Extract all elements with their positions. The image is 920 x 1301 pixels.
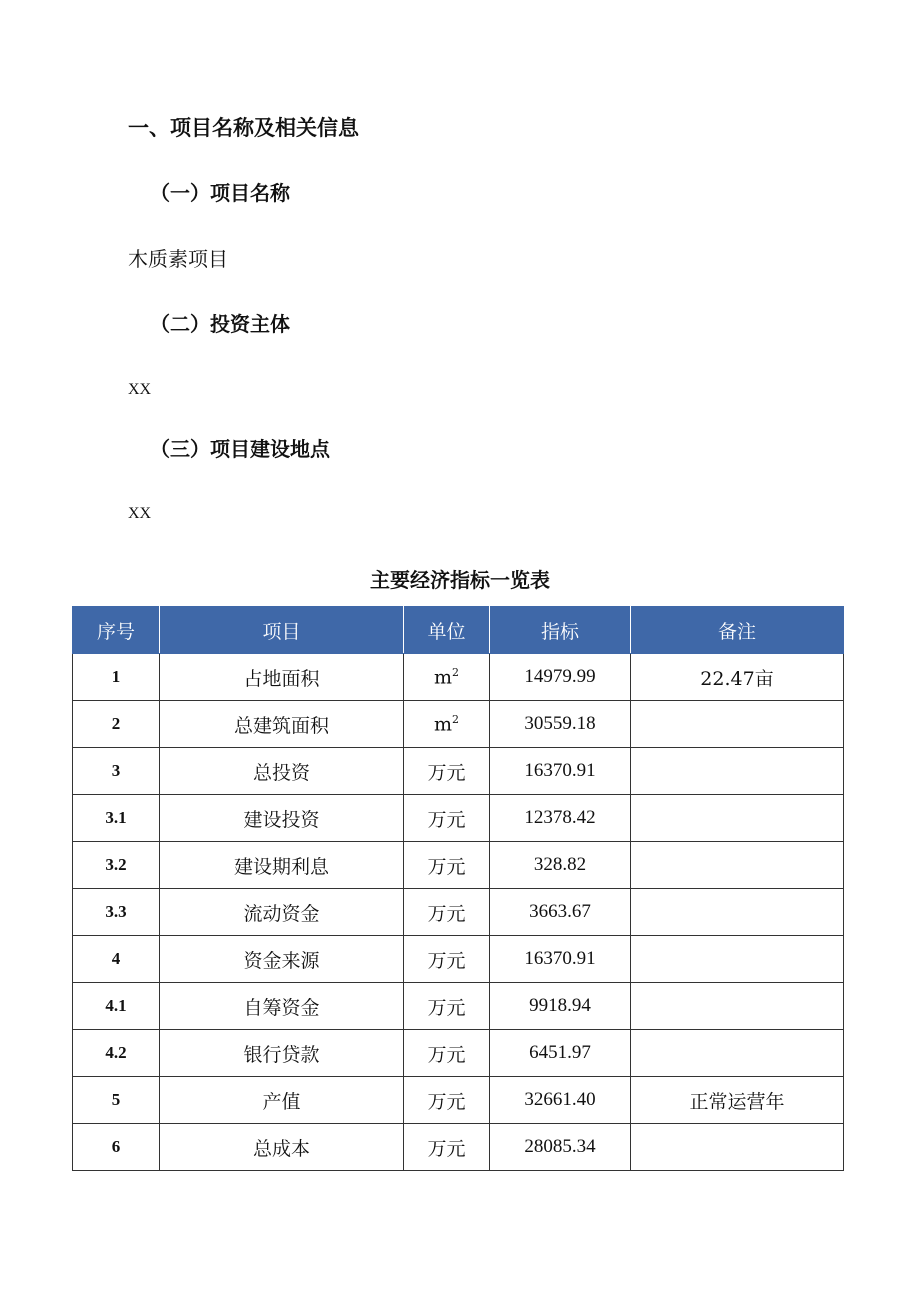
cell-note — [631, 1124, 844, 1171]
cell-seq: 3 — [73, 748, 160, 795]
unit-text: 万元 — [427, 1137, 466, 1160]
cell-item: 总建筑面积 — [160, 701, 404, 748]
unit-text: 万元 — [427, 808, 466, 831]
cell-unit — [404, 889, 490, 936]
cell-unit — [404, 1124, 490, 1171]
section-heading: 一、项目名称及相关信息 — [128, 116, 359, 140]
cell-unit — [404, 936, 490, 983]
investor-value: XX — [128, 381, 152, 398]
cell-value: 16370.91 — [490, 936, 631, 983]
subsection-heading-project-name: （一）项目名称 — [150, 181, 290, 205]
cell-value: 3663.67 — [490, 889, 631, 936]
cell-value: 9918.94 — [490, 983, 631, 1030]
cell-value: 16370.91 — [490, 748, 631, 795]
cell-unit — [404, 748, 490, 795]
cell-unit — [404, 701, 490, 748]
cell-item: 流动资金 — [160, 889, 404, 936]
cell-seq: 5 — [73, 1077, 160, 1124]
cell-note — [631, 983, 844, 1030]
unit-text: 万元 — [427, 949, 466, 972]
cell-unit — [404, 842, 490, 889]
cell-value: 328.82 — [490, 842, 631, 889]
cell-note — [631, 936, 844, 983]
unit-text: 万元 — [427, 1043, 466, 1066]
cell-value: 6451.97 — [490, 1030, 631, 1077]
unit-superscript: 2 — [452, 712, 460, 726]
cell-note: 正常运营年 — [631, 1077, 844, 1124]
cell-seq: 3.2 — [73, 842, 160, 889]
cell-seq: 3.3 — [73, 889, 160, 936]
cell-item: 总成本 — [160, 1124, 404, 1171]
table-row — [73, 654, 844, 701]
table-row — [73, 983, 844, 1030]
column-header-unit: 单位 — [404, 607, 490, 654]
column-header-seq: 序号 — [73, 607, 160, 654]
cell-item: 银行贷款 — [160, 1030, 404, 1077]
cell-seq: 4.2 — [73, 1030, 160, 1077]
unit-text: 万元 — [427, 1090, 466, 1113]
cell-seq: 6 — [73, 1124, 160, 1171]
column-header-item: 项目 — [160, 607, 404, 654]
unit-superscript: 2 — [452, 665, 460, 679]
table-row — [73, 1124, 844, 1171]
table-row — [73, 842, 844, 889]
cell-value: 12378.42 — [490, 795, 631, 842]
unit-text: 万元 — [427, 761, 466, 784]
column-header-value: 指标 — [490, 607, 631, 654]
table-title: 主要经济指标一览表 — [370, 568, 550, 592]
economic-indicators-table — [72, 606, 844, 1171]
table-row — [73, 936, 844, 983]
cell-value: 30559.18 — [490, 701, 631, 748]
cell-unit — [404, 983, 490, 1030]
cell-unit — [404, 1030, 490, 1077]
column-header-note: 备注 — [631, 607, 844, 654]
unit-text: m — [433, 713, 453, 736]
cell-item: 自筹资金 — [160, 983, 404, 1030]
cell-value: 28085.34 — [490, 1124, 631, 1171]
cell-unit — [404, 795, 490, 842]
cell-seq: 4.1 — [73, 983, 160, 1030]
cell-seq: 4 — [73, 936, 160, 983]
unit-text: m — [433, 666, 453, 689]
cell-note: 22.47亩 — [631, 654, 844, 701]
table-row — [73, 748, 844, 795]
table-body — [73, 654, 844, 1171]
table-header — [73, 607, 844, 654]
unit-text: 万元 — [427, 996, 466, 1019]
table-row — [73, 1077, 844, 1124]
cell-item: 建设投资 — [160, 795, 404, 842]
cell-unit — [404, 654, 490, 701]
project-name-value: 木质素项目 — [128, 247, 228, 271]
cell-item: 资金来源 — [160, 936, 404, 983]
unit-text: 万元 — [427, 855, 466, 878]
header-row — [73, 607, 844, 654]
cell-unit — [404, 1077, 490, 1124]
cell-value: 32661.40 — [490, 1077, 631, 1124]
cell-note — [631, 1030, 844, 1077]
cell-note — [631, 701, 844, 748]
table-row — [73, 1030, 844, 1077]
cell-seq: 3.1 — [73, 795, 160, 842]
cell-item: 占地面积 — [160, 654, 404, 701]
location-value: XX — [128, 505, 152, 522]
table-row — [73, 795, 844, 842]
cell-item: 产值 — [160, 1077, 404, 1124]
cell-note — [631, 795, 844, 842]
cell-note — [631, 842, 844, 889]
cell-note — [631, 889, 844, 936]
cell-note — [631, 748, 844, 795]
subsection-heading-location: （三）项目建设地点 — [150, 437, 330, 461]
cell-value: 14979.99 — [490, 654, 631, 701]
subsection-heading-investor: （二）投资主体 — [150, 312, 290, 336]
table-row — [73, 889, 844, 936]
cell-item: 总投资 — [160, 748, 404, 795]
cell-seq: 2 — [73, 701, 160, 748]
cell-item: 建设期利息 — [160, 842, 404, 889]
cell-seq: 1 — [73, 654, 160, 701]
unit-text: 万元 — [427, 902, 466, 925]
table-row — [73, 701, 844, 748]
